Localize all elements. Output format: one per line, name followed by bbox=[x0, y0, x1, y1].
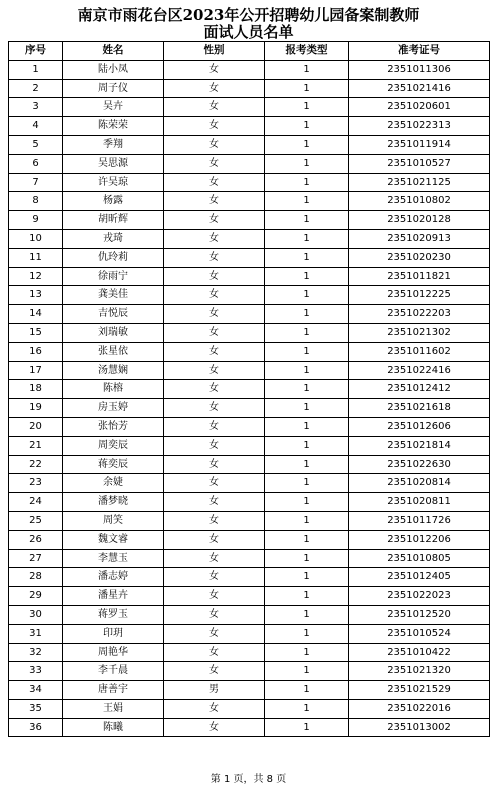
cell-gender: 女 bbox=[164, 511, 265, 530]
table-row bbox=[9, 549, 490, 568]
cell-name: 陈榕 bbox=[63, 380, 164, 399]
cell-index: 7 bbox=[9, 173, 63, 192]
cell-name: 许吴琼 bbox=[63, 173, 164, 192]
cell-index: 5 bbox=[9, 135, 63, 154]
table-row bbox=[9, 211, 490, 230]
table-row bbox=[9, 361, 490, 380]
cell-exam-type: 1 bbox=[265, 79, 349, 98]
page-number: 第 1 页，共 8 页 bbox=[210, 774, 287, 785]
cell-index: 26 bbox=[9, 530, 63, 549]
cell-ticket-number: 2351022203 bbox=[349, 305, 490, 324]
table-body bbox=[9, 60, 490, 737]
cell-index: 2 bbox=[9, 79, 63, 98]
cell-index: 32 bbox=[9, 643, 63, 662]
cell-ticket-number: 2351021320 bbox=[349, 662, 490, 681]
cell-ticket-number: 2351011306 bbox=[349, 60, 490, 79]
cell-gender: 女 bbox=[164, 587, 265, 606]
cell-ticket-number: 2351022416 bbox=[349, 361, 490, 380]
cell-index: 27 bbox=[9, 549, 63, 568]
cell-ticket-number: 2351010805 bbox=[349, 549, 490, 568]
table-row bbox=[9, 662, 490, 681]
cell-exam-type: 1 bbox=[265, 474, 349, 493]
cell-gender: 女 bbox=[164, 305, 265, 324]
cell-index: 19 bbox=[9, 399, 63, 418]
cell-exam-type: 1 bbox=[265, 323, 349, 342]
cell-gender: 女 bbox=[164, 192, 265, 211]
cell-name: 李慧玉 bbox=[63, 549, 164, 568]
cell-name: 潘梦晓 bbox=[63, 493, 164, 512]
table-row bbox=[9, 135, 490, 154]
cell-gender: 男 bbox=[164, 681, 265, 700]
cell-gender: 女 bbox=[164, 79, 265, 98]
cell-name: 陆小凤 bbox=[63, 60, 164, 79]
cell-name: 龚美佳 bbox=[63, 286, 164, 305]
cell-index: 34 bbox=[9, 681, 63, 700]
table-row bbox=[9, 323, 490, 342]
cell-name: 张星依 bbox=[63, 342, 164, 361]
cell-exam-type: 1 bbox=[265, 681, 349, 700]
cell-ticket-number: 2351010524 bbox=[349, 624, 490, 643]
document-subtitle: 面试人员名单 bbox=[203, 23, 294, 41]
cell-index: 16 bbox=[9, 342, 63, 361]
candidate-table bbox=[8, 41, 490, 737]
cell-gender: 女 bbox=[164, 549, 265, 568]
cell-gender: 女 bbox=[164, 286, 265, 305]
cell-ticket-number: 2351020230 bbox=[349, 248, 490, 267]
cell-index: 8 bbox=[9, 192, 63, 211]
cell-ticket-number: 2351022016 bbox=[349, 699, 490, 718]
cell-ticket-number: 2351022313 bbox=[349, 117, 490, 136]
table-row bbox=[9, 342, 490, 361]
cell-gender: 女 bbox=[164, 323, 265, 342]
cell-index: 20 bbox=[9, 417, 63, 436]
table-row bbox=[9, 267, 490, 286]
cell-name: 魏文睿 bbox=[63, 530, 164, 549]
table-row bbox=[9, 699, 490, 718]
cell-ticket-number: 2351021814 bbox=[349, 436, 490, 455]
cell-index: 17 bbox=[9, 361, 63, 380]
table-row bbox=[9, 474, 490, 493]
cell-exam-type: 1 bbox=[265, 342, 349, 361]
cell-gender: 女 bbox=[164, 342, 265, 361]
cell-gender: 女 bbox=[164, 267, 265, 286]
table-row bbox=[9, 173, 490, 192]
cell-ticket-number: 2351012412 bbox=[349, 380, 490, 399]
cell-ticket-number: 2351021618 bbox=[349, 399, 490, 418]
cell-gender: 女 bbox=[164, 699, 265, 718]
cell-index: 13 bbox=[9, 286, 63, 305]
cell-ticket-number: 2351011602 bbox=[349, 342, 490, 361]
cell-gender: 女 bbox=[164, 436, 265, 455]
document-title: 南京市雨花台区2023年公开招聘幼儿园备案制教师 bbox=[77, 6, 420, 24]
cell-gender: 女 bbox=[164, 229, 265, 248]
cell-ticket-number: 2351012405 bbox=[349, 568, 490, 587]
cell-index: 35 bbox=[9, 699, 63, 718]
cell-gender: 女 bbox=[164, 624, 265, 643]
cell-exam-type: 1 bbox=[265, 568, 349, 587]
table-row bbox=[9, 117, 490, 136]
cell-exam-type: 1 bbox=[265, 361, 349, 380]
cell-ticket-number: 2351013002 bbox=[349, 718, 490, 737]
cell-gender: 女 bbox=[164, 98, 265, 117]
table-row bbox=[9, 587, 490, 606]
cell-exam-type: 1 bbox=[265, 605, 349, 624]
cell-exam-type: 1 bbox=[265, 643, 349, 662]
cell-ticket-number: 2351010527 bbox=[349, 154, 490, 173]
cell-index: 31 bbox=[9, 624, 63, 643]
cell-exam-type: 1 bbox=[265, 173, 349, 192]
cell-name: 周笑 bbox=[63, 511, 164, 530]
table-row bbox=[9, 60, 490, 79]
cell-gender: 女 bbox=[164, 530, 265, 549]
cell-index: 11 bbox=[9, 248, 63, 267]
cell-ticket-number: 2351021529 bbox=[349, 681, 490, 700]
cell-exam-type: 1 bbox=[265, 192, 349, 211]
table-row bbox=[9, 98, 490, 117]
cell-ticket-number: 2351020128 bbox=[349, 211, 490, 230]
cell-exam-type: 1 bbox=[265, 154, 349, 173]
table-row bbox=[9, 643, 490, 662]
cell-name: 余婕 bbox=[63, 474, 164, 493]
cell-index: 24 bbox=[9, 493, 63, 512]
cell-gender: 女 bbox=[164, 173, 265, 192]
cell-name: 陈曦 bbox=[63, 718, 164, 737]
cell-exam-type: 1 bbox=[265, 662, 349, 681]
table-row bbox=[9, 718, 490, 737]
table-row bbox=[9, 286, 490, 305]
cell-ticket-number: 2351022023 bbox=[349, 587, 490, 606]
table-row bbox=[9, 417, 490, 436]
cell-name: 周艳华 bbox=[63, 643, 164, 662]
cell-exam-type: 1 bbox=[265, 511, 349, 530]
cell-index: 21 bbox=[9, 436, 63, 455]
column-header-name: 姓名 bbox=[63, 42, 164, 61]
cell-exam-type: 1 bbox=[265, 98, 349, 117]
cell-index: 1 bbox=[9, 60, 63, 79]
cell-index: 6 bbox=[9, 154, 63, 173]
cell-ticket-number: 2351020814 bbox=[349, 474, 490, 493]
table-row bbox=[9, 455, 490, 474]
table-row bbox=[9, 248, 490, 267]
cell-name: 徐雨宁 bbox=[63, 267, 164, 286]
table-row bbox=[9, 493, 490, 512]
cell-ticket-number: 2351012606 bbox=[349, 417, 490, 436]
cell-exam-type: 1 bbox=[265, 549, 349, 568]
cell-name: 杨露 bbox=[63, 192, 164, 211]
cell-gender: 女 bbox=[164, 135, 265, 154]
cell-gender: 女 bbox=[164, 248, 265, 267]
cell-exam-type: 1 bbox=[265, 229, 349, 248]
table-row bbox=[9, 681, 490, 700]
cell-exam-type: 1 bbox=[265, 135, 349, 154]
table-row bbox=[9, 436, 490, 455]
cell-name: 周子仪 bbox=[63, 79, 164, 98]
cell-ticket-number: 2351020811 bbox=[349, 493, 490, 512]
cell-index: 36 bbox=[9, 718, 63, 737]
column-header-gender: 性别 bbox=[164, 42, 265, 61]
table-row bbox=[9, 624, 490, 643]
cell-index: 30 bbox=[9, 605, 63, 624]
cell-exam-type: 1 bbox=[265, 267, 349, 286]
cell-ticket-number: 2351012520 bbox=[349, 605, 490, 624]
cell-name: 吴卉 bbox=[63, 98, 164, 117]
cell-exam-type: 1 bbox=[265, 117, 349, 136]
cell-name: 潘星卉 bbox=[63, 587, 164, 606]
table-row bbox=[9, 154, 490, 173]
cell-name: 蒋奕辰 bbox=[63, 455, 164, 474]
cell-gender: 女 bbox=[164, 718, 265, 737]
cell-ticket-number: 2351010422 bbox=[349, 643, 490, 662]
cell-exam-type: 1 bbox=[265, 417, 349, 436]
cell-index: 3 bbox=[9, 98, 63, 117]
cell-gender: 女 bbox=[164, 399, 265, 418]
cell-ticket-number: 2351022630 bbox=[349, 455, 490, 474]
cell-gender: 女 bbox=[164, 417, 265, 436]
cell-gender: 女 bbox=[164, 474, 265, 493]
cell-index: 28 bbox=[9, 568, 63, 587]
cell-name: 吉悦辰 bbox=[63, 305, 164, 324]
cell-exam-type: 1 bbox=[265, 380, 349, 399]
cell-index: 4 bbox=[9, 117, 63, 136]
cell-gender: 女 bbox=[164, 154, 265, 173]
cell-name: 蒋罗玉 bbox=[63, 605, 164, 624]
cell-name: 王娟 bbox=[63, 699, 164, 718]
cell-exam-type: 1 bbox=[265, 493, 349, 512]
cell-exam-type: 1 bbox=[265, 455, 349, 474]
cell-name: 吴思源 bbox=[63, 154, 164, 173]
cell-name: 房玉婷 bbox=[63, 399, 164, 418]
cell-ticket-number: 2351020913 bbox=[349, 229, 490, 248]
cell-gender: 女 bbox=[164, 60, 265, 79]
cell-name: 张怡芳 bbox=[63, 417, 164, 436]
cell-index: 14 bbox=[9, 305, 63, 324]
column-header-index: 序号 bbox=[9, 42, 63, 61]
cell-gender: 女 bbox=[164, 361, 265, 380]
cell-name: 唐善宇 bbox=[63, 681, 164, 700]
cell-ticket-number: 2351021416 bbox=[349, 79, 490, 98]
table-row bbox=[9, 229, 490, 248]
cell-ticket-number: 2351011726 bbox=[349, 511, 490, 530]
table-row bbox=[9, 305, 490, 324]
cell-name: 印玥 bbox=[63, 624, 164, 643]
cell-exam-type: 1 bbox=[265, 718, 349, 737]
cell-name: 陈荣荣 bbox=[63, 117, 164, 136]
cell-ticket-number: 2351010802 bbox=[349, 192, 490, 211]
table-row bbox=[9, 511, 490, 530]
cell-gender: 女 bbox=[164, 605, 265, 624]
cell-name: 刘瑞敏 bbox=[63, 323, 164, 342]
table-row bbox=[9, 79, 490, 98]
table-row bbox=[9, 568, 490, 587]
cell-gender: 女 bbox=[164, 211, 265, 230]
cell-gender: 女 bbox=[164, 568, 265, 587]
cell-exam-type: 1 bbox=[265, 530, 349, 549]
cell-name: 汤慧娴 bbox=[63, 361, 164, 380]
cell-exam-type: 1 bbox=[265, 248, 349, 267]
cell-index: 18 bbox=[9, 380, 63, 399]
cell-name: 周奕辰 bbox=[63, 436, 164, 455]
cell-exam-type: 1 bbox=[265, 587, 349, 606]
table-row bbox=[9, 380, 490, 399]
cell-gender: 女 bbox=[164, 380, 265, 399]
column-header-exam-type: 报考类型 bbox=[265, 42, 349, 61]
cell-ticket-number: 2351012206 bbox=[349, 530, 490, 549]
cell-name: 季翔 bbox=[63, 135, 164, 154]
cell-ticket-number: 2351021302 bbox=[349, 323, 490, 342]
cell-name: 李千晨 bbox=[63, 662, 164, 681]
cell-exam-type: 1 bbox=[265, 624, 349, 643]
cell-name: 胡昕辉 bbox=[63, 211, 164, 230]
cell-index: 10 bbox=[9, 229, 63, 248]
column-header-ticket-number: 准考证号 bbox=[349, 42, 490, 61]
cell-exam-type: 1 bbox=[265, 305, 349, 324]
cell-gender: 女 bbox=[164, 117, 265, 136]
cell-index: 12 bbox=[9, 267, 63, 286]
cell-exam-type: 1 bbox=[265, 436, 349, 455]
cell-index: 29 bbox=[9, 587, 63, 606]
cell-gender: 女 bbox=[164, 455, 265, 474]
cell-gender: 女 bbox=[164, 493, 265, 512]
cell-exam-type: 1 bbox=[265, 699, 349, 718]
table-row bbox=[9, 530, 490, 549]
cell-name: 仇玲莉 bbox=[63, 248, 164, 267]
cell-exam-type: 1 bbox=[265, 60, 349, 79]
cell-exam-type: 1 bbox=[265, 399, 349, 418]
cell-ticket-number: 2351011914 bbox=[349, 135, 490, 154]
cell-index: 23 bbox=[9, 474, 63, 493]
table-header-row bbox=[9, 42, 490, 61]
cell-name: 戎琦 bbox=[63, 229, 164, 248]
cell-ticket-number: 2351012225 bbox=[349, 286, 490, 305]
cell-name: 潘志婷 bbox=[63, 568, 164, 587]
cell-index: 9 bbox=[9, 211, 63, 230]
table-row bbox=[9, 192, 490, 211]
cell-ticket-number: 2351011821 bbox=[349, 267, 490, 286]
cell-ticket-number: 2351021125 bbox=[349, 173, 490, 192]
cell-index: 15 bbox=[9, 323, 63, 342]
table-row bbox=[9, 399, 490, 418]
cell-gender: 女 bbox=[164, 643, 265, 662]
cell-index: 22 bbox=[9, 455, 63, 474]
cell-exam-type: 1 bbox=[265, 286, 349, 305]
cell-exam-type: 1 bbox=[265, 211, 349, 230]
cell-ticket-number: 2351020601 bbox=[349, 98, 490, 117]
cell-index: 33 bbox=[9, 662, 63, 681]
table-row bbox=[9, 605, 490, 624]
cell-index: 25 bbox=[9, 511, 63, 530]
cell-gender: 女 bbox=[164, 662, 265, 681]
